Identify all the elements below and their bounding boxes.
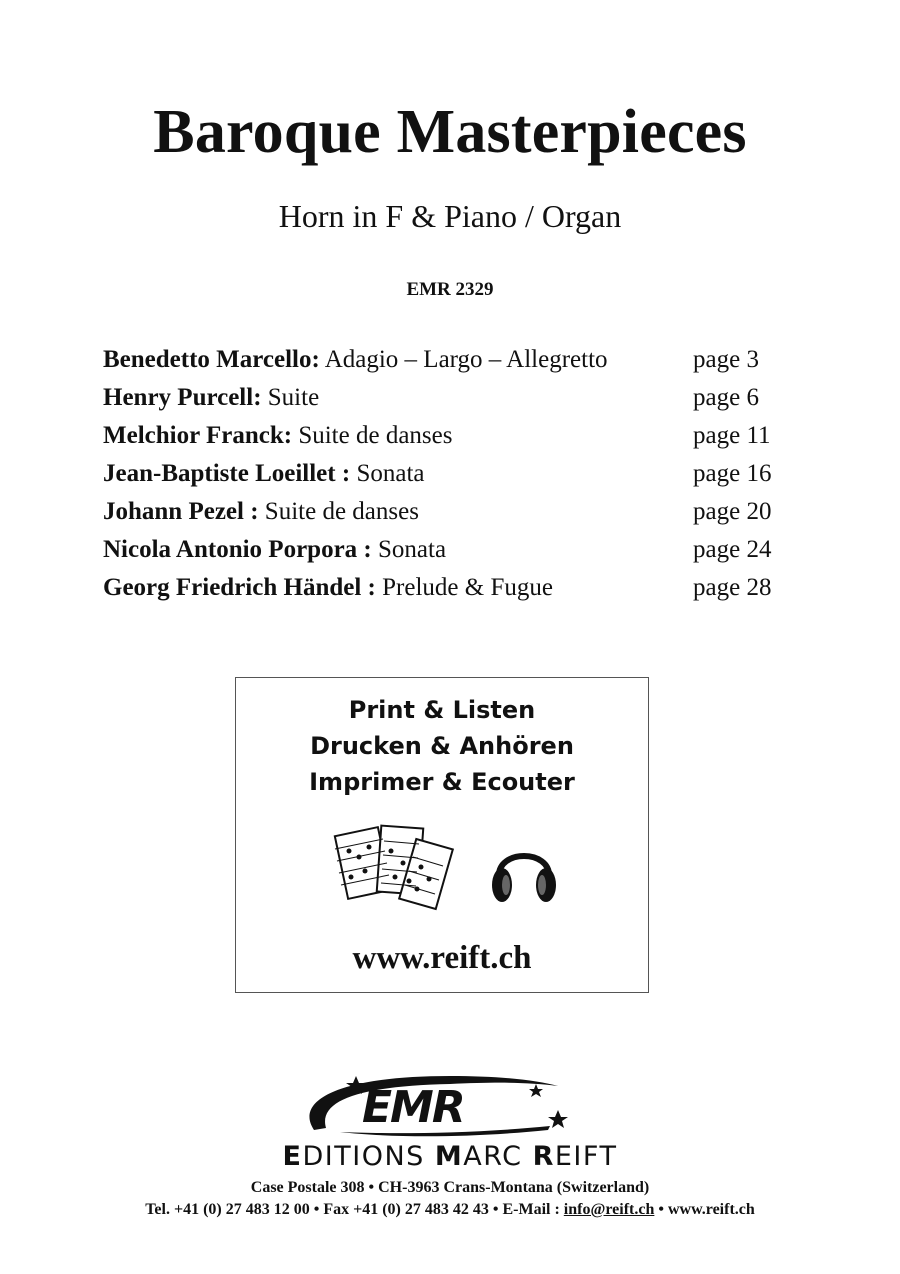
contact-website: • www.reift.ch <box>654 1201 755 1218</box>
sheet-music-icon <box>329 821 459 921</box>
publisher-initial-e: E <box>282 1141 303 1172</box>
contents-row <box>103 455 803 493</box>
promo-line-english: Print & Listen <box>348 696 536 724</box>
publisher-name-part: DITIONS <box>302 1141 435 1172</box>
page-number: page 24 <box>693 536 772 563</box>
composer-name: Georg Friedrich Händel : <box>103 574 376 601</box>
contents-row <box>103 493 803 531</box>
work-title: Adagio – Largo – Allegretto <box>319 346 608 373</box>
email-link[interactable]: info@reift.ch <box>563 1201 655 1218</box>
page-number: page 20 <box>693 498 772 525</box>
composer-name: Benedetto Marcello: <box>103 346 320 373</box>
contents-row <box>103 531 803 569</box>
logo-text: EMR <box>362 1082 464 1133</box>
instrumentation-subtitle: Horn in F & Piano / Organ <box>278 198 622 234</box>
contact-phone-fax: Tel. +41 (0) 27 483 12 00 • Fax +41 (0) 27 483 42 43 • E-Mail : <box>145 1201 564 1218</box>
publisher-initial-m: M <box>434 1141 464 1172</box>
promo-line-french: Imprimer & Ecouter <box>309 768 575 796</box>
composer-name: Henry Purcell: <box>103 384 262 411</box>
publisher-address: Case Postale 308 • CH-3963 Crans-Montana (Switzerland) <box>250 1179 650 1196</box>
table-of-contents <box>103 341 803 607</box>
print-listen-box <box>235 677 649 993</box>
headphones-icon <box>489 833 559 907</box>
composer-name: Melchior Franck: <box>103 422 293 449</box>
composer-name: Nicola Antonio Porpora : <box>103 536 372 563</box>
composer-name: Johann Pezel : <box>103 498 259 525</box>
page-title: Baroque Masterpieces <box>153 98 747 166</box>
work-title: Sonata <box>350 460 425 487</box>
composer-name: Jean-Baptiste Loeillet : <box>103 460 351 487</box>
page-number: page 3 <box>693 346 759 373</box>
publisher-name <box>0 1141 900 1173</box>
promo-line-german: Drucken & Anhören <box>310 732 574 760</box>
work-title: Suite <box>261 384 320 411</box>
page-number: page 6 <box>693 384 759 411</box>
publisher-contact <box>0 1200 900 1220</box>
page-number: page 28 <box>693 574 772 601</box>
page-number: page 11 <box>693 422 771 449</box>
work-title: Suite de danses <box>258 498 419 525</box>
contents-row <box>103 379 803 417</box>
publisher-initial-r: R <box>532 1141 555 1172</box>
website-url: www.reift.ch <box>352 940 532 976</box>
contents-row <box>103 341 803 379</box>
emr-logo <box>300 1070 590 1140</box>
publisher-name-part: EIFT <box>554 1141 618 1172</box>
publisher-name-part: ARC <box>463 1141 533 1172</box>
work-title: Suite de danses <box>292 422 453 449</box>
work-title: Sonata <box>371 536 447 563</box>
contents-row <box>103 417 803 455</box>
catalog-number: EMR 2329 <box>406 279 494 300</box>
work-title: Prelude & Fugue <box>375 574 553 601</box>
page-number: page 16 <box>693 460 772 487</box>
contents-row <box>103 569 803 607</box>
